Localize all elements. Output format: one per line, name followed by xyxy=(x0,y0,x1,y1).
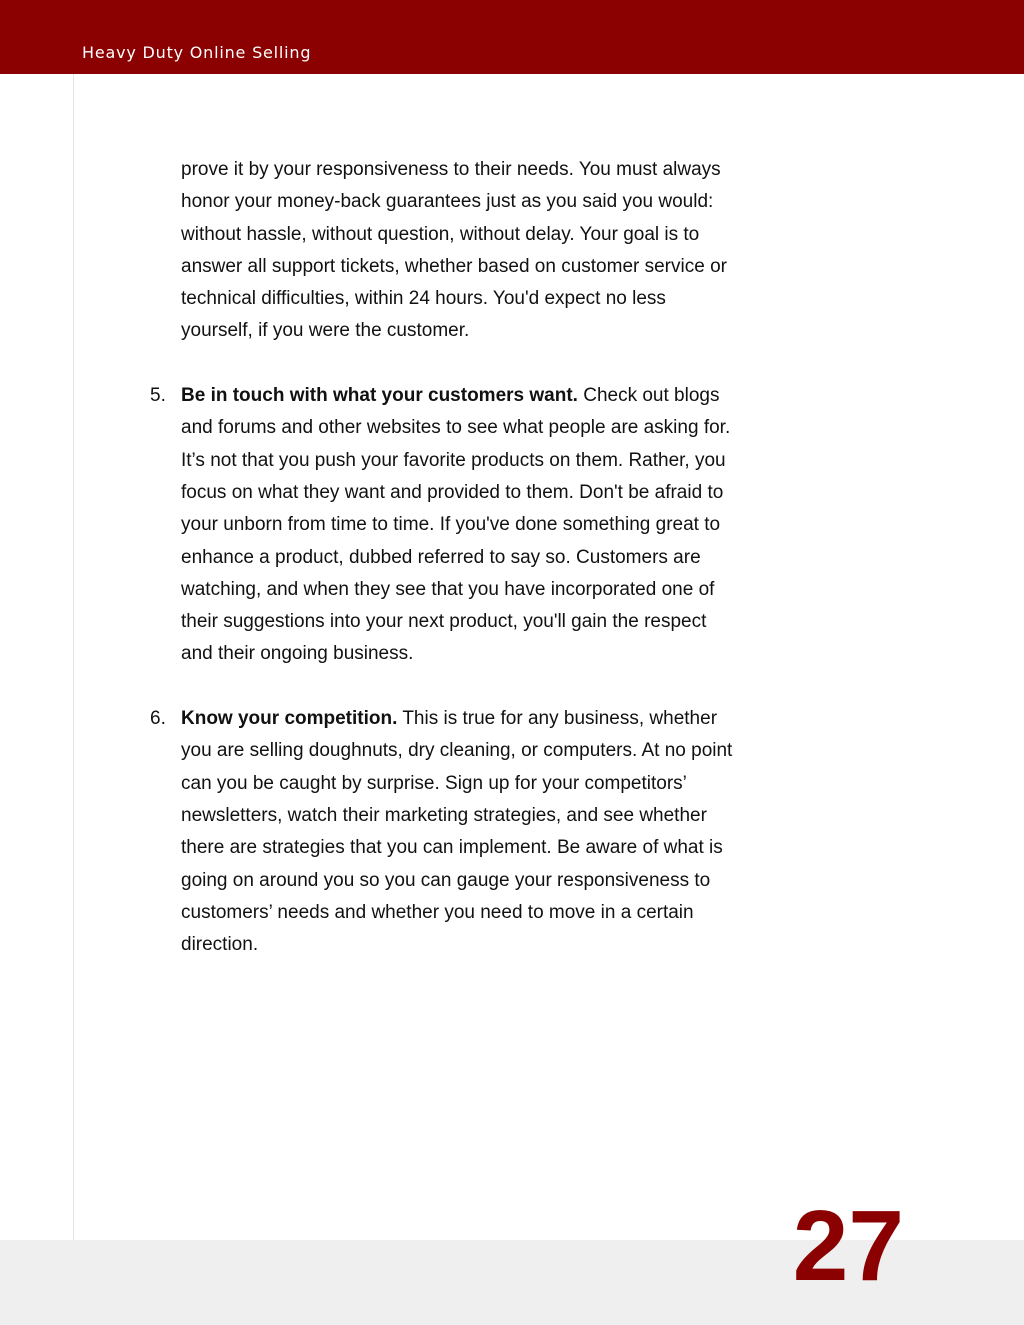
list-number: 5. xyxy=(150,385,166,407)
continuation-paragraph: prove it by your responsiveness to their needs. You must always honor your money-back guarantees just as you said you would: without hassle, without question, without delay. Your goal is to answer all support tickets, whether based on customer service or technical difficulties, within 24 hours. You'd expect no less yourself, if you were the customer. xyxy=(181,159,727,342)
list-item-5 xyxy=(150,380,741,671)
list-item-6 xyxy=(150,703,741,961)
body-text xyxy=(150,154,741,994)
list-item-lead: Be in touch with what your customers want. xyxy=(181,385,578,407)
list-item-lead: Know your competition. xyxy=(181,708,398,730)
margin-rule xyxy=(73,74,74,1240)
header-bar xyxy=(0,0,1024,74)
document-title: Heavy Duty Online Selling xyxy=(82,43,312,62)
page-number: 27 xyxy=(792,1190,904,1302)
list-item-text: This is true for any business, whether you are selling doughnuts, dry cleaning, or computers. At no point can you be caught by surprise. Sign up for your competitors’ newsletters, watch their marketing strategies, and see whether there are strategies that you can implement. Be aware of what is going on around you so you can gauge your responsiveness to customers’ needs and whether you need to move in a certain direction. xyxy=(181,708,733,956)
list-item-text: Check out blogs and forums and other websites to see what people are asking for. It’s not that you push your favorite products on them. Rather, you focus on what they want and provided to them. Don't be afraid to your unborn from time to time. If you've done something great to enhance a product, dubbed referred to say so. Customers are watching, and when they see that you have incorporated one of their suggestions into your next product, you'll gain the respect and their ongoing business. xyxy=(181,385,731,665)
list-number: 6. xyxy=(150,708,166,730)
